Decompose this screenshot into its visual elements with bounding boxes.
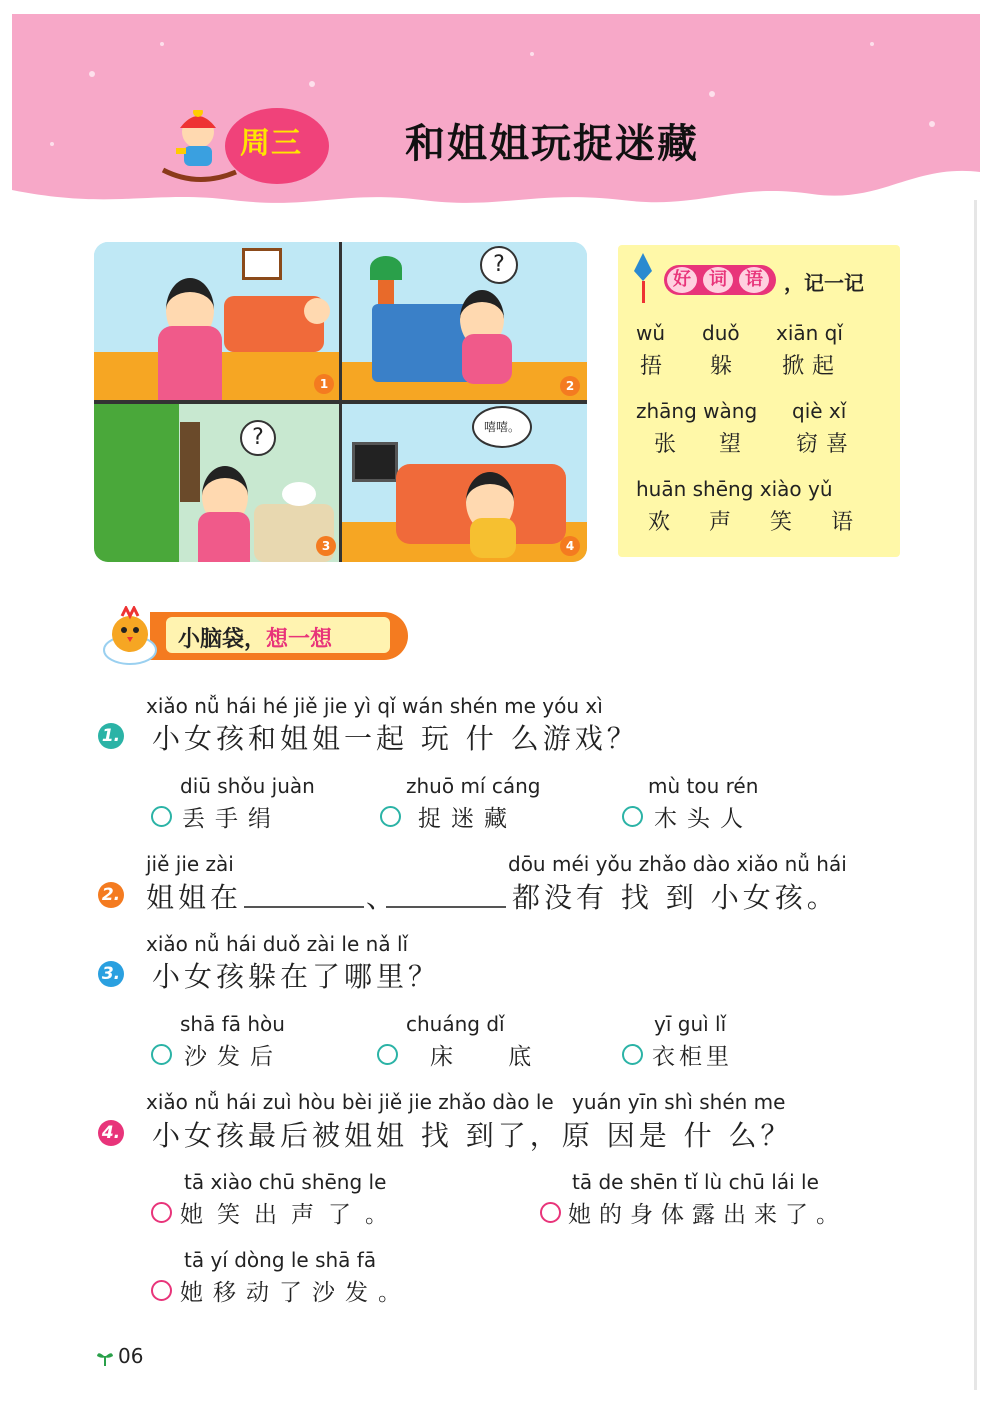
kid-sled-icon	[158, 110, 238, 186]
speech-bubble: ?	[240, 420, 276, 456]
option-radio[interactable]	[377, 1044, 398, 1065]
question-pinyin: dōu méi yǒu zhǎo dào xiǎo nǚ hái	[508, 852, 847, 876]
panel-number-3: 3	[316, 536, 336, 556]
option-text: 木头人	[654, 806, 753, 832]
question-pinyin: yuán yīn shì shén me	[572, 1090, 786, 1114]
question-pinyin: jiě jie zài	[146, 852, 234, 876]
question-pinyin: xiǎo nǚ hái duǒ zài le nǎ lǐ	[146, 932, 409, 956]
question-text: 姐姐在	[146, 881, 243, 914]
speech-bubble: 嘻嘻。	[472, 406, 532, 448]
word-hanzi: 张 望	[654, 432, 759, 457]
question-text: 小女孩和姐姐一起 玩 什 么游戏？	[152, 722, 639, 755]
option-radio[interactable]	[622, 1044, 643, 1065]
word-pinyin: duǒ	[702, 321, 740, 345]
page-edge	[974, 200, 977, 1390]
page-number: 06	[118, 1344, 144, 1368]
question-number-2: 2.	[98, 882, 124, 908]
vocabulary-badge	[664, 265, 776, 295]
badge-char: 语	[739, 267, 769, 293]
word-hanzi: 躲	[710, 354, 735, 379]
question-text: 都没有 找 到 小女孩。	[512, 881, 839, 914]
word-pinyin: xiān qǐ	[776, 321, 843, 345]
option-text: 丢手绢	[182, 806, 281, 832]
option-radio[interactable]	[151, 1044, 172, 1065]
chick-icon	[100, 606, 162, 666]
option-radio[interactable]	[151, 1202, 172, 1223]
word-hanzi: 掀起	[782, 354, 843, 379]
question-text: 小女孩最后被姐姐 找 到了，原 因是 什 么？	[152, 1119, 793, 1152]
option-pinyin: tā yí dòng le shā fā	[184, 1248, 377, 1272]
option-radio[interactable]	[380, 806, 401, 827]
option-text: 捉迷藏	[418, 806, 517, 832]
option-pinyin: mù tou rén	[648, 774, 759, 798]
question-pinyin: xiǎo nǚ hái zuì hòu bèi jiě jie zhǎo dào le	[146, 1090, 554, 1114]
option-pinyin: tā xiào chū shēng le	[184, 1170, 387, 1194]
day-label: 周三	[240, 126, 302, 161]
option-pinyin: diū shǒu juàn	[180, 774, 315, 798]
option-text: 她移动了沙发。	[180, 1280, 411, 1306]
option-pinyin: tā de shēn tǐ lù chū lái le	[572, 1170, 819, 1194]
panel-number-2: 2	[560, 376, 580, 396]
question-separator: 、	[366, 881, 399, 914]
option-text: 她笑出声了。	[180, 1202, 402, 1228]
option-pinyin: zhuō mí cáng	[406, 774, 541, 798]
option-radio[interactable]	[622, 806, 643, 827]
question-text: 小女孩躲在了哪里？	[152, 960, 441, 993]
panel-number-1: 1	[314, 374, 334, 394]
option-pinyin: shā fā hòu	[180, 1012, 285, 1036]
option-text: 沙发后	[184, 1044, 283, 1070]
page-title: 和姐姐玩捉迷藏	[405, 121, 699, 167]
sprout-icon	[96, 1350, 114, 1366]
word-hanzi: 欢 声 笑 语	[648, 510, 869, 535]
word-pinyin: qiè xǐ	[792, 399, 847, 423]
option-text: 她的身体露出来了。	[568, 1202, 847, 1228]
vocabulary-subtitle: ，记一记	[784, 271, 864, 295]
option-radio[interactable]	[540, 1202, 561, 1223]
badge-char: 好	[667, 267, 697, 293]
pencil-icon	[632, 253, 654, 303]
question-number-3: 3.	[98, 961, 124, 987]
question-number-4: 4.	[98, 1120, 124, 1146]
answer-blank[interactable]	[244, 906, 364, 908]
section-header	[100, 606, 410, 666]
word-hanzi: 捂	[640, 354, 665, 379]
word-pinyin: wǔ	[636, 321, 666, 345]
speech-bubble: ?	[480, 246, 518, 284]
panel-number-4: 4	[560, 536, 580, 556]
option-pinyin: yī guì lǐ	[654, 1012, 727, 1036]
word-pinyin: zhāng wàng	[636, 399, 758, 423]
option-text: 床 底	[430, 1044, 556, 1070]
answer-blank[interactable]	[386, 906, 506, 908]
question-pinyin: xiǎo nǚ hái hé jiě jie yì qǐ wán shén me yóu xì	[146, 694, 603, 718]
badge-char: 词	[703, 267, 733, 293]
comic-panel-4	[342, 404, 587, 562]
comic-panel-3	[94, 404, 339, 562]
vocabulary-box	[618, 245, 900, 557]
word-hanzi: 窃喜	[796, 432, 857, 457]
comic-strip	[94, 242, 587, 562]
comic-panel-2	[342, 242, 587, 400]
section-title: 小脑袋，想一想	[178, 627, 333, 652]
option-pinyin: chuáng dǐ	[406, 1012, 505, 1036]
question-number-1: 1.	[98, 723, 124, 749]
word-pinyin: huān shēng xiào yǔ	[636, 477, 833, 501]
option-radio[interactable]	[151, 1280, 172, 1301]
option-text: 衣柜里	[652, 1044, 733, 1070]
option-radio[interactable]	[151, 806, 172, 827]
comic-panel-1	[94, 242, 339, 400]
